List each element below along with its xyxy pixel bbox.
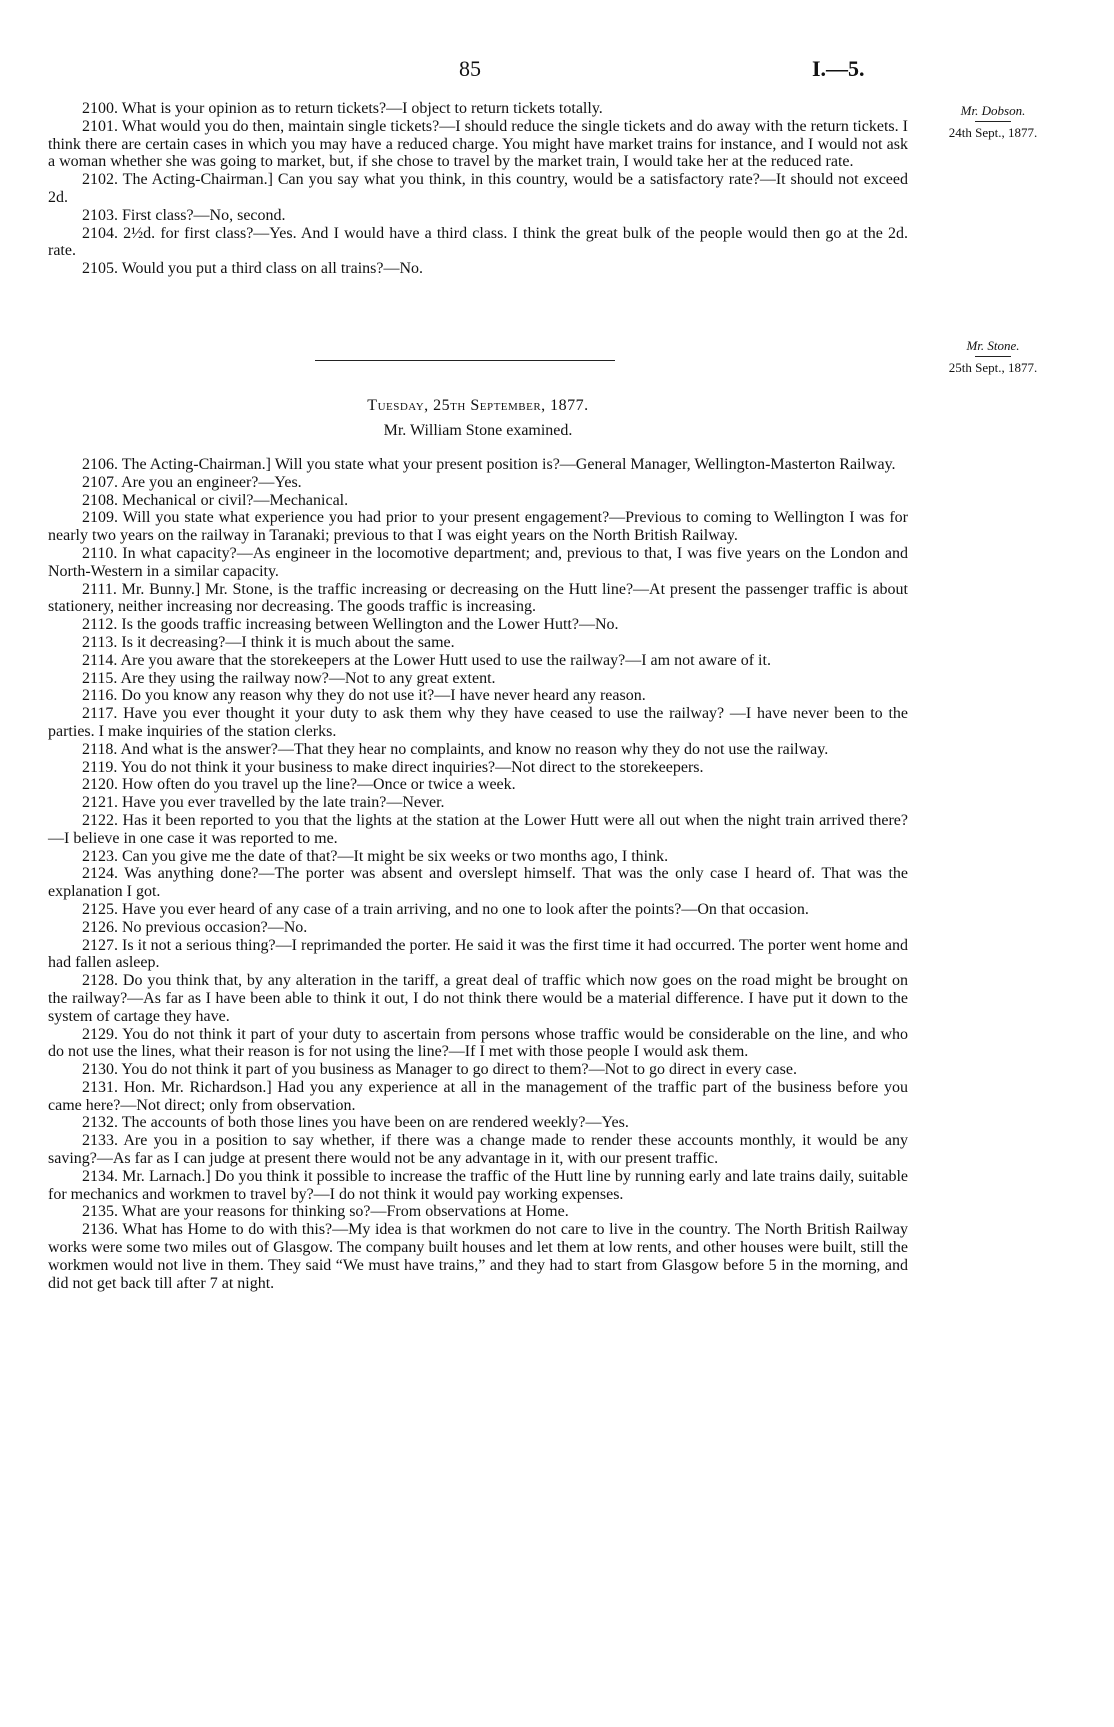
- date-heading: Tuesday, 25th September, 1877.: [367, 397, 589, 414]
- question-paragraph: 2111. Mr. Bunny.] Mr. Stone, is the traffic increasing or decreasing on the Hutt line?—At present the passenger traffic is about stationery, neither increasing nor decreasing. The goods traffic is increasing.: [48, 580, 908, 616]
- question-paragraph: 2136. What has Home to do with this?—My idea is that workmen do not care to live in the country. The North British Railway works were some two miles out of Glasgow. The company built houses and let them at low rents, and other houses were built, still the workmen would not live in them. They said “We must have trains,” and they had to start from Glasgow before 5 in the morning, and did not get back till after 7 at night.: [48, 1221, 908, 1292]
- section1-body: [48, 100, 908, 278]
- question-paragraph: 2134. Mr. Larnach.] Do you think it possible to increase the traffic of the Hutt line by running early and late trains daily, suitable for mechanics and workmen to travel by?—I do not think it would pay working expenses.: [48, 1167, 908, 1203]
- page-number: 85: [459, 56, 481, 81]
- question-paragraph: 2133. Are you in a position to say whether, if there was a change made to render these accounts monthly, it would be any saving?—As far as I can judge at present there would not be any advantage in it, with our present traffic.: [48, 1132, 908, 1168]
- question-paragraph: 2108. Mechanical or civil?—Mechanical.: [82, 491, 349, 509]
- question-paragraph: 2129. You do not think it part of your duty to ascertain from persons whose traffic would be considerable on the line, and who do not use the lines, what their reason is for not using the line?—If I met with those people I would ask them.: [48, 1025, 908, 1061]
- question-paragraph: 2112. Is the goods traffic increasing between Wellington and the Lower Hutt?—No.: [82, 616, 619, 634]
- question-paragraph: 2118. And what is the answer?—That they hear no complaints, and know no reason why they do not use the railway.: [82, 740, 829, 758]
- question-paragraph: 2122. Has it been reported to you that the lights at the station at the Lower Hutt were all out when the night train arrived there?—I believe in one case it was reported to me.: [48, 811, 908, 847]
- question-paragraph: 2135. What are your reasons for thinking so?—From observations at Home.: [82, 1203, 569, 1221]
- margin-note-rule: [975, 121, 1011, 122]
- question-paragraph: 2117. Have you ever thought it your duty to ask them why they have ceased to use the railway? —I have never been to the parties. I make inquiries of the station clerks.: [48, 705, 908, 740]
- question-paragraph: 2127. Is it not a serious thing?—I reprimanded the porter. He said it was the first time it had occurred. The porter went home and had fallen asleep.: [48, 936, 908, 972]
- question-paragraph: 2130. You do not think it part of you business as Manager to go direct to them?—Not to go direct in every case.: [82, 1061, 797, 1079]
- section-divider: [315, 360, 615, 361]
- margin-note-stone: [918, 338, 1068, 375]
- question-paragraph: 2104. 2½d. for first class?—Yes. And I would have a third class. I think the great bulk of the people would then go at the 2d. rate.: [48, 224, 908, 260]
- question-paragraph: 2100. What is your opinion as to return tickets?—I object to return tickets totally.: [82, 100, 603, 117]
- question-paragraph: 2113. Is it decreasing?—I think it is much about the same.: [82, 633, 455, 651]
- question-paragraph: 2125. Have you ever heard of any case of a train arriving, and no one to look after the points?—On that occasion.: [82, 900, 809, 918]
- question-paragraph: 2128. Do you think that, by any alteration in the tariff, a great deal of traffic which now goes on the road might be brought on the railway?—As far as I have been able to think it out, I do not think there would be a material difference. I have put it down to the system of cartage they have.: [48, 972, 908, 1025]
- witness-heading: Mr. William Stone examined.: [383, 422, 573, 439]
- question-paragraph: 2115. Are they using the railway now?—Not to any great extent.: [82, 669, 496, 687]
- margin-note-dobson: [918, 103, 1068, 140]
- question-paragraph: 2124. Was anything done?—The porter was absent and overslept himself. That was the only case I heard of. That was the explanation I got.: [48, 865, 908, 901]
- question-paragraph: 2101. What would you do then, maintain single tickets?—I should reduce the single tickets and do away with the return tickets. I think there are certain cases in which you may have a reduced charge. You might have market trains for instance, and I would not ask a woman whether she was going to market, but, if she chose to travel by the market train, I would take her at the reduced rate.: [48, 117, 908, 171]
- question-paragraph: 2105. Would you put a third class on all trains?—No.: [82, 260, 424, 278]
- question-paragraph: 2109. Will you state what experience you had prior to your present engagement?—Previous to coming to Wellington I was for nearly two years on the railway in Taranaki; previous to that I was eight years on the North British Railway.: [48, 509, 908, 545]
- margin-note-date: 25th Sept., 1877.: [948, 360, 1038, 375]
- question-paragraph: 2103. First class?—No, second.: [82, 206, 286, 224]
- question-paragraph: 2132. The accounts of both those lines you have been on are rendered weekly?—Yes.: [82, 1114, 629, 1132]
- question-paragraph: 2123. Can you give me the date of that?—It might be six weeks or two months ago, I think.: [82, 847, 669, 865]
- question-paragraph: 2119. You do not think it your business to make direct inquiries?—Not direct to the storekeepers.: [82, 758, 704, 776]
- question-paragraph: 2126. No previous occasion?—No.: [82, 918, 308, 936]
- margin-note-rule: [975, 356, 1011, 357]
- question-paragraph: 2120. How often do you travel up the line?—Once or twice a week.: [82, 776, 516, 794]
- section2-body: [48, 456, 908, 1292]
- question-paragraph: 2102. The Acting-Chairman.] Can you say what you think, in this country, would be a satisfactory rate?—It should not exceed 2d.: [48, 171, 908, 206]
- question-paragraph: 2131. Hon. Mr. Richardson.] Had you any experience at all in the management of the traffic part of the business before you came here?—Not direct; only from observation.: [48, 1078, 908, 1114]
- margin-note-date: 24th Sept., 1877.: [948, 125, 1038, 140]
- question-paragraph: 2116. Do you know any reason why they do not use it?—I have never heard any reason.: [82, 687, 646, 705]
- question-paragraph: 2110. In what capacity?—As engineer in the locomotive department; and, previous to that, I was five years on the London and North-Western in a similar capacity.: [48, 544, 908, 580]
- question-paragraph: 2121. Have you ever travelled by the late train?—Never.: [82, 794, 445, 812]
- page-code: I.—5.: [812, 56, 865, 81]
- question-paragraph: 2106. The Acting-Chairman.] Will you state what your present position is?—General Manager, Wellington-Masterton Railway.: [82, 456, 896, 473]
- margin-note-person: Mr. Dobson.: [960, 103, 1026, 118]
- question-paragraph: 2107. Are you an engineer?—Yes.: [82, 473, 302, 491]
- margin-note-person: Mr. Stone.: [966, 338, 1020, 353]
- question-paragraph: 2114. Are you aware that the storekeepers at the Lower Hutt used to use the railway?—I am not aware of it.: [82, 651, 771, 669]
